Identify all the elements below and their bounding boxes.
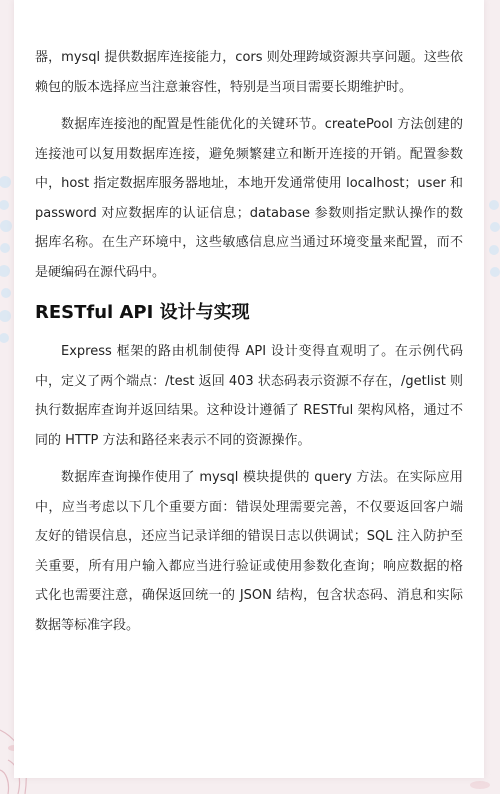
right-dot-column [489, 200, 500, 277]
paragraph-connection-pool: 数据库连接池的配置是性能优化的关键环节。createPool 方法创建的连接池可以复用数据库连接，避免频繁建立和断开连接的开销。配置参数中，host 指定数据库服务器地址，本地开发通常使用 localhost；user 和 password 对应数据库的认证信息；database 参数则指定默认操作的数据库名称。在生产环境中，这些敏感信息应当通过环境变量来配置，而不是硬编码在源代码中。 [35, 117, 463, 280]
left-dot-column [0, 176, 12, 343]
document-content [35, 43, 463, 640]
paragraph-express-routing: Express 框架的路由机制使得 API 设计变得直观明了。在示例代码中，定义了两个端点：/test 返回 403 状态码表示资源不存在，/getlist 则执行数据库查询并返回结果。这种设计遵循了 RESTful 架构风格，通过不同的 HTTP 方法和路径来表示不同的资源操作。 [35, 344, 463, 448]
section-heading: RESTful API 设计与实现 [35, 302, 250, 323]
paragraph-dependencies: 器，mysql 提供数据库连接能力，cors 则处理跨域资源共享问题。这些依赖包的版本选择应当注意兼容性，特别是当项目需要长期维护时。 [35, 50, 463, 95]
paragraph-query-operations: 数据库查询操作使用了 mysql 模块提供的 query 方法。在实际应用中，应当考虑以下几个重要方面：错误处理需要完善，不仅要返回客户端友好的错误信息，还应当记录详细的错误日志以供调试；SQL 注入防护至关重要，所有用户输入都应当进行验证或使用参数化查询；响应数据的格式化也需要注意，确保返回统一的 JSON 结构，包含状态码、消息和实际数据等标准字段。 [35, 470, 463, 633]
